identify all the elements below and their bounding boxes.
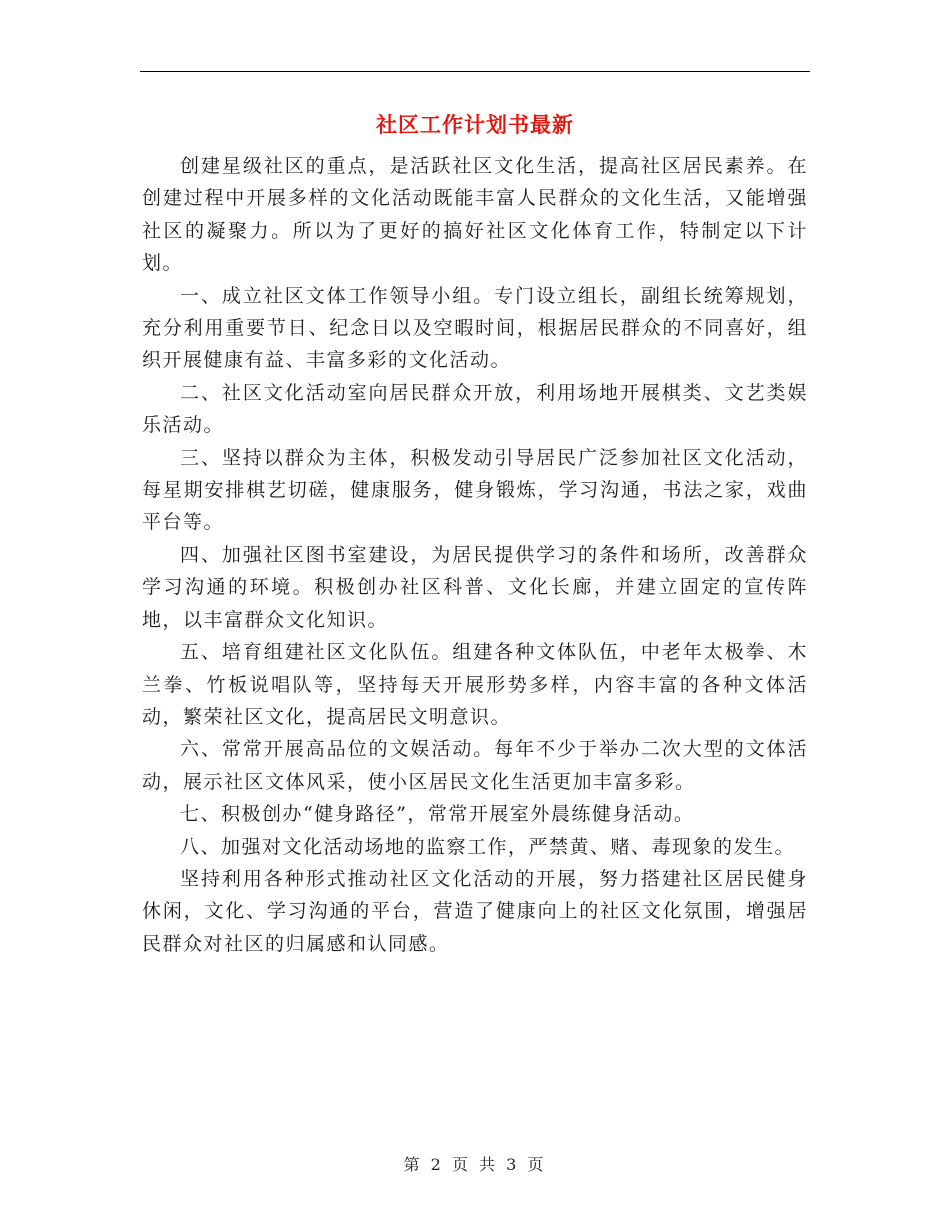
document-body (142, 150, 808, 960)
paragraph-item-5: 五、培育组建社区文化队伍。组建各种文体队伍，中老年太极拳、木兰拳、竹板说唱队等，坚持每天开展形势多样，内容丰富的各种文体活动，繁荣社区文化，提高居民文明意识。 (142, 641, 808, 728)
header-rule (140, 71, 810, 72)
paragraph-item-4: 四、加强社区图书室建设，为居民提供学习的条件和场所，改善群众学习沟通的环境。积极创办社区科普、文化长廊，并建立固定的宣传阵地，以丰富群众文化知识。 (142, 543, 808, 631)
paragraph-item-3: 三、坚持以群众为主体，积极发动引导居民广泛参加社区文化活动，每星期安排棋艺切磋，健康服务，健身锻炼，学习沟通，书法之家，戏曲平台等。 (142, 446, 808, 534)
page-number-footer: 第 2 页 共 3 页 (403, 1155, 547, 1174)
paragraph-item-8: 八、加强对文化活动场地的监察工作，严禁黄、赌、毒现象的发生。 (180, 835, 796, 858)
document-title: 社区工作计划书最新 (376, 112, 574, 137)
paragraph-item-1: 一、成立社区文体工作领导小组。专门设立组长，副组长统筹规划，充分利用重要节日、纪念日以及空暇时间，根据居民群众的不同喜好，组织开展健康有益、丰富多彩的文化活动。 (142, 284, 808, 372)
paragraph-conclusion: 坚持利用各种形式推动社区文化活动的开展，努力搭建社区居民健身休闲，文化、学习沟通的平台，营造了健康向上的社区文化氛围，增强居民群众对社区的归属感和认同感。 (142, 867, 808, 955)
paragraph-item-2: 二、社区文化活动室向居民群众开放，利用场地开展棋类、文艺类娱乐活动。 (142, 381, 808, 437)
paragraph-intro: 创建星级社区的重点，是活跃社区文化生活，提高社区居民素养。在创建过程中开展多样的文化活动既能丰富人民群众的文化生活，又能增强社区的凝聚力。所以为了更好的搞好社区文化体育工作，特制定以下计划。 (142, 155, 808, 275)
paragraph-item-6: 六、常常开展高品位的文娱活动。每年不少于举办二次大型的文体活动，展示社区文体风采，使小区居民文化生活更加丰富多彩。 (142, 738, 808, 793)
paragraph-item-7: 七、积极创办“健身路径”，常常开展室外晨练健身活动。 (180, 803, 695, 826)
